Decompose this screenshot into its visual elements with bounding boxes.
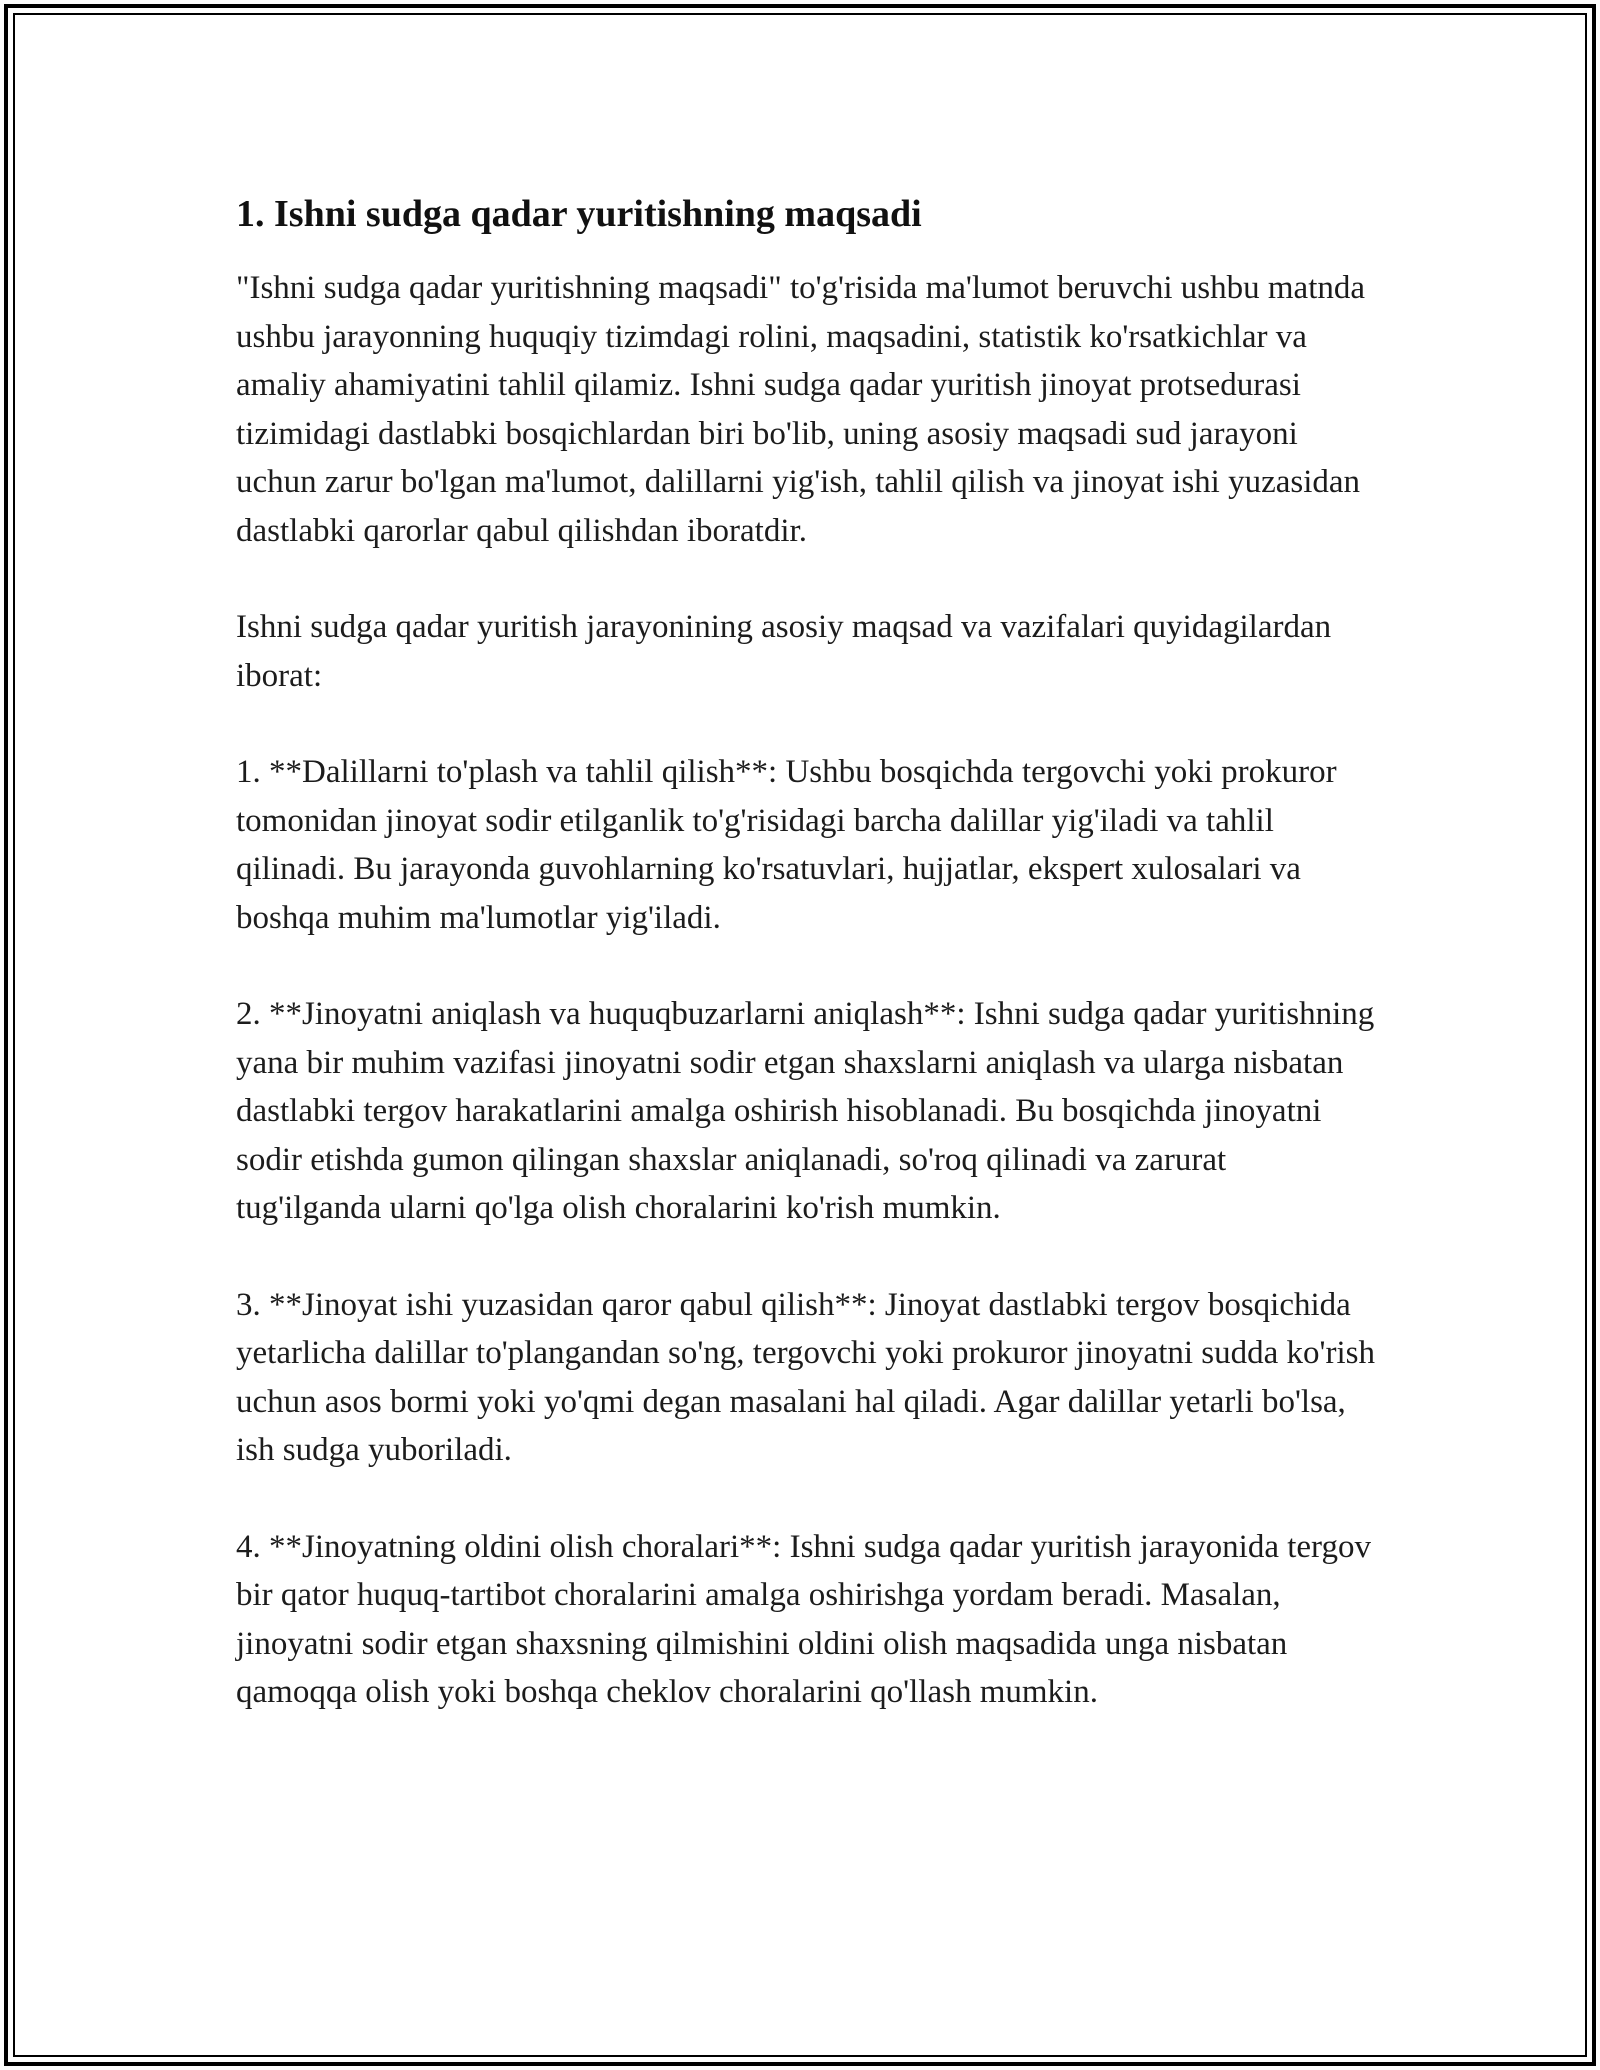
document-body [236, 188, 1376, 1765]
list-item-decision: 3. **Jinoyat ishi yuzasidan qaror qabul qilish**: Jinoyat dastlabki tergov bosqichida yetarlicha dalillar to'plangandan so'ng, tergovchi yoki prokuror jinoyatni sudda ko'rish uchun asos bormi yoki yo'qmi degan masalani hal qiladi. Agar dalillar yetarli bo'lsa, ish sudga yuboriladi. [236, 1286, 1375, 1468]
page-title: 1. Ishni sudga qadar yuritishning maqsadi [236, 193, 922, 235]
list-item-identification: 2. **Jinoyatni aniqlash va huquqbuzarlarni aniqlash**: Ishni sudga qadar yuritishning yana bir muhim vazifasi jinoyatni sodir etgan shaxslarni aniqlash va ularga nisbatan dastlabki tergov harakatlarini amalga oshirish hisoblanadi. Bu bosqichda jinoyatni sodir etishda gumon qilingan shaxslar aniqlanadi, so'roq qilinadi va zarurat tug'ilganda ularni qo'lga olish choralarini ko'rish mumkin. [236, 996, 1375, 1226]
tasks-intro-paragraph: Ishni sudga qadar yuritish jarayonining asosiy maqsad va vazifalari quyidagilardan iborat: [236, 609, 1332, 694]
list-item-evidence: 1. **Dalillarni to'plash va tahlil qilish**: Ushbu bosqichda tergovchi yoki prokuror tomonidan jinoyat sodir etilganlik to'g'risidagi barcha dalillar yig'iladi va tahlil qilinadi. Bu jarayonda guvohlarning ko'rsatuvlari, hujjatlar, ekspert xulosalari va boshqa muhim ma'lumotlar yig'iladi. [236, 754, 1337, 936]
intro-paragraph: "Ishni sudga qadar yuritishning maqsadi" to'g'risida ma'lumot beruvchi ushbu matnda ushbu jarayonning huquqiy tizimdagi rolini, maqsadini, statistik ko'rsatkichlar va amaliy ahamiyatini tahlil qilamiz. Ishni sudga qadar yuritish jinoyat protsedurasi tizimidagi dastlabki bosqichlardan biri bo'lib, uning asosiy maqsadi sud jarayoni uchun zarur bo'lgan ma'lumot, dalillarni yig'ish, tahlil qilish va jinoyat ishi yuzasidan dastlabki qarorlar qabul qilishdan iboratdir. [236, 270, 1366, 549]
list-item-prevention: 4. **Jinoyatning oldini olish choralari**: Ishni sudga qadar yuritish jarayonida tergov bir qator huquq-tartibot choralarini amalga oshirishga yordam beradi. Masalan, jinoyatni sodir etgan shaxsning qilmishini oldini olish maqsadida unga nisbatan qamoqqa olish yoki boshqa cheklov choralarini qo'llash mumkin. [236, 1528, 1371, 1710]
